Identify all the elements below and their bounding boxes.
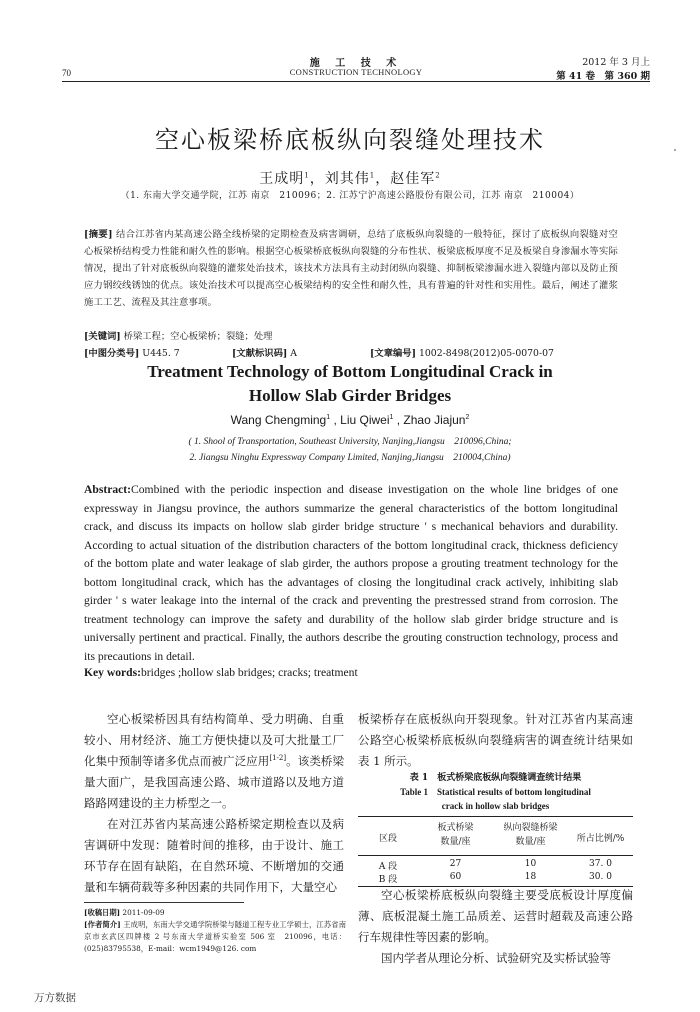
table-header-row bbox=[358, 821, 633, 851]
keywords-en-text: bridges ;hollow slab bridges; cracks; treatment bbox=[141, 666, 358, 679]
received-label: [收稿日期] bbox=[84, 908, 121, 917]
affiliation-en-1: ( 1. Shool of Transportation, Southeast University, Nanjing,Jiangsu 210096,China; bbox=[188, 437, 512, 447]
clc-field bbox=[84, 345, 180, 359]
received-date bbox=[84, 907, 346, 919]
article-no-value: 1002-8498(2012)05-0070-07 bbox=[418, 348, 554, 359]
table-cell: 27 bbox=[449, 859, 462, 869]
table-header-cell: 区段 bbox=[378, 834, 397, 844]
abstract-en bbox=[84, 481, 618, 666]
article-no-field bbox=[370, 345, 554, 359]
header-line: 数量/座 bbox=[515, 837, 546, 847]
body-paragraph: 在对江苏省内某高速公路桥梁定期检查以及病害调研中发现：随着时间的推移，由于设计、施工环节存在固有缺陷，在自然环境、不断增加的交通量和车辆荷载等多种因素的共同作用下，大量空心 bbox=[84, 817, 344, 894]
body-paragraph: 板梁桥存在底板纵向开裂现象。针对江苏省内某高速公路空心板梁桥底板纵向裂缝病害的调查统计结果如表 1 所示。 bbox=[358, 712, 633, 768]
doc-code-field bbox=[232, 345, 297, 359]
table-caption-en-line2: crack in hollow slab bridges bbox=[441, 801, 550, 811]
author-name: 王成明 bbox=[259, 171, 305, 187]
clc-label: [中图分类号] bbox=[84, 348, 140, 359]
author-affil-mark: 1 bbox=[326, 414, 331, 421]
footnote-rule bbox=[84, 902, 244, 903]
body-right-column-bottom bbox=[358, 885, 633, 969]
affiliation-en-2: 2. Jiangsu Ninghu Expressway Company Limited, Nanjing,Jiangsu 210004,China) bbox=[189, 453, 511, 463]
table-header-cell bbox=[418, 821, 493, 849]
header-line: 纵向裂缝桥梁 bbox=[503, 823, 558, 833]
author-affil-mark: 1 bbox=[389, 414, 394, 421]
bio-text: 王成明，东南大学交通学院桥梁与隧道工程专业工学硕士，江苏省南京市玄武区四牌楼 2 号东南大学道桥实验室 506 室 210096，电话：(025)83795538，E-mail：wcm1949@126. com bbox=[84, 920, 346, 953]
abstract-cn-label: [摘要] bbox=[84, 229, 113, 240]
table-cell: A 段 bbox=[378, 862, 398, 872]
author-sep: , bbox=[393, 413, 404, 427]
body-text: 空心板梁桥因具有结构简单、受力明确、自重较小、用材经济、施工方便快捷以及可大批量工厂化集中预制等诸多优点而被广泛应用 bbox=[84, 712, 344, 768]
title-cn: 空心板梁桥底板纵向裂缝处理技术 bbox=[155, 126, 545, 154]
journal-name-cn: 施 工 技 术 bbox=[309, 58, 403, 69]
table-top-rule bbox=[358, 816, 633, 817]
body-right-column-top bbox=[358, 709, 633, 772]
citation-ref: [1-2] bbox=[269, 754, 287, 763]
doc-code-value: A bbox=[290, 348, 297, 359]
author-affil-mark: 2 bbox=[465, 414, 470, 421]
keywords-en bbox=[84, 666, 618, 679]
author-affil-mark: 2 bbox=[435, 171, 441, 180]
author-bio bbox=[84, 919, 346, 955]
author-name-en: Liu Qiwei bbox=[340, 413, 390, 427]
body-paragraph bbox=[84, 709, 344, 814]
table-caption-cn: 表 1 板式桥梁底板纵向裂缝调查统计结果 bbox=[409, 773, 582, 783]
title-en-line2: Hollow Slab Girder Bridges bbox=[248, 386, 452, 405]
wanfang-watermark: 万方数据 bbox=[34, 992, 76, 1004]
abstract-en-text: Combined with the periodic inspection and disease investigation on the whole line bridges of one expressway in Jiangsu province, the authors summarize the general characteristics of the bottom longitudinal crack, and discuss its impacts on hollow slab girder bridge structure ' s mechanical behaviors and durability. According to actual situation of the distribution characters of the bottom longitudinal crack, thickness deficiency of the bottom plate and water leakage of slab girder, the authors propose a grouting treatment technology for the bottom longitudinal crack, which has the advantages of closing the longitudinal crack actively, inhibiting slab girder ' s water leakage into the internal of the crack and preventing the prestressed strand from corrosion. The treatment technology can improve the safety and durability of the hollow slab girder bridge structure and is universally pertinent and practical. Finally, the authors describe the grouting construction technology, process and its precautions in detail. bbox=[84, 483, 618, 663]
clc-value: U445. 7 bbox=[142, 348, 180, 359]
author-sep: , bbox=[330, 413, 341, 427]
table-cell: 30. 0 bbox=[589, 872, 612, 882]
doc-code-label: [文献标识码] bbox=[232, 348, 288, 359]
author-sep: ， bbox=[375, 171, 391, 187]
header-line: 板式桥梁 bbox=[437, 823, 474, 833]
keywords-en-label: Key words: bbox=[84, 666, 141, 679]
abstract-cn-text: 结合江苏省内某高速公路全线桥梁的定期检查及病害调研，总结了底板纵向裂缝的一般特征，探讨了底板纵向裂缝对空心板梁桥结构受力性能和耐久性的影响。根据空心板梁桥底板纵向裂缝的分布性状、板梁底板厚度不足及板梁自身渗漏水等实际情况，提出了针对底板纵向裂缝的灌浆处治技术，该技术方法具有主动封闭纵向裂缝、抑制板梁渗漏水进入裂缝内部以及防止预应力钢绞线锈蚀的优点。该处治技术可以提高空心板梁结构的安全性和耐久性，具有普遍的针对性和实用性。最后，阐述了灌浆施工工艺、流程及其注意事项。 bbox=[84, 229, 618, 308]
table-cell: 10 bbox=[524, 859, 537, 869]
table-cell: 37. 0 bbox=[589, 859, 612, 869]
table-caption-en bbox=[358, 785, 633, 813]
page-header bbox=[62, 12, 650, 82]
body-paragraph: 空心板梁桥底板纵向裂缝主要受底板设计厚度偏薄、底板混凝土施工品质差、运营时超载及高速公路行车规律性等因素的影响。 bbox=[358, 888, 633, 944]
header-line: 数量/座 bbox=[440, 837, 471, 847]
table-mid-rule bbox=[358, 855, 633, 856]
author-name: 刘其伟 bbox=[324, 171, 370, 187]
keywords-cn-text: 桥梁工程；空心板梁桥；裂缝；处理 bbox=[123, 331, 273, 342]
author-sep: ， bbox=[309, 171, 325, 187]
bio-label: [作者简介] bbox=[84, 920, 121, 929]
authors-en bbox=[0, 413, 700, 427]
article-no-label: [文章编号] bbox=[370, 348, 416, 359]
body-left-column bbox=[84, 709, 344, 898]
header-rule bbox=[62, 81, 650, 82]
author-name-en: Zhao Jiajun bbox=[403, 413, 466, 427]
table-cell: 60 bbox=[449, 872, 462, 882]
body-text: 。该类桥梁量大面广，是我国高速公路、城市道路以及地方道路路网建设的主力桥型之一。 bbox=[84, 754, 344, 810]
table-header-cell: 所占比例/% bbox=[576, 834, 625, 844]
table-cell: B 段 bbox=[378, 875, 398, 885]
table-caption-en-line1: Table 1 Statistical results of bottom longitudinal bbox=[400, 787, 591, 797]
author-name: 赵佳军 bbox=[390, 171, 436, 187]
abstract-cn bbox=[84, 226, 618, 311]
table-cell: 18 bbox=[524, 872, 537, 882]
issue-date: 2012 年 3 月上 bbox=[582, 57, 650, 68]
authors-cn bbox=[0, 168, 700, 188]
body-paragraph: 国内学者从理论分析、试验研究及实桥试验等 bbox=[381, 951, 611, 965]
title-en bbox=[0, 360, 700, 408]
author-affil-mark: 1 bbox=[304, 171, 310, 180]
abstract-en-label: Abstract: bbox=[84, 483, 132, 496]
received-value: 2011-09-09 bbox=[122, 908, 165, 917]
affiliation-cn: （1. 东南大学交通学院，江苏 南京 210096；2. 江苏宁沪高速公路股份有限公司，江苏 南京 210004） bbox=[120, 191, 580, 201]
table-header-cell bbox=[493, 821, 568, 849]
author-affil-mark: 1 bbox=[369, 171, 376, 180]
issue-volume: 第 41 卷 第 360 期 bbox=[556, 71, 650, 82]
keywords-cn-label: [关键词] bbox=[84, 331, 121, 342]
keywords-cn bbox=[84, 328, 618, 342]
title-en-line1: Treatment Technology of Bottom Longitudinal Crack in bbox=[147, 362, 553, 381]
author-name-en: Wang Chengming bbox=[230, 413, 327, 427]
journal-name-en: CONSTRUCTION TECHNOLOGY bbox=[289, 67, 423, 77]
footnote bbox=[84, 907, 346, 955]
page-number: 70 bbox=[62, 68, 71, 78]
